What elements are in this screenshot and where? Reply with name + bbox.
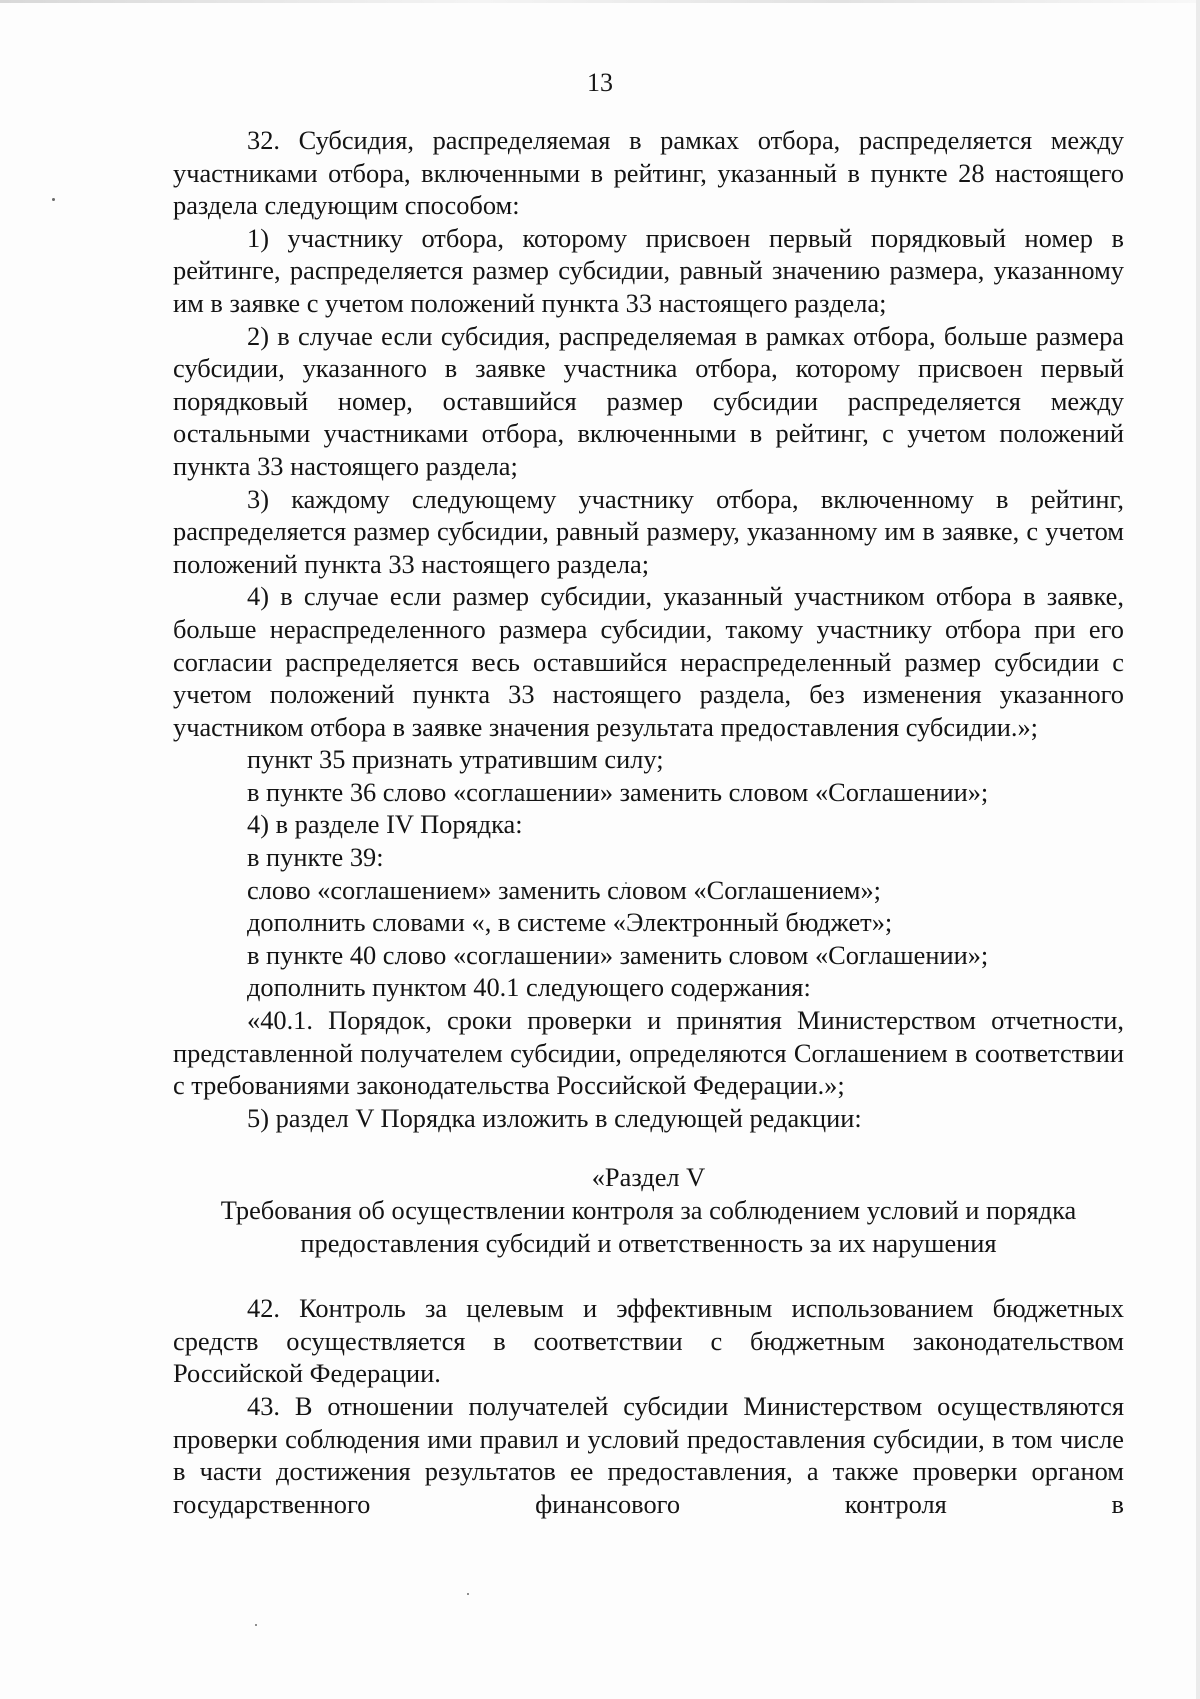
scan-speck [52,198,55,201]
scan-side-edge [1196,0,1200,1699]
subitem-4: 4) в случае если размер субсидии, указанный участником отбора в заявке, больше нераспределенного размера субсидии, такому участнику отбора при его согласии распределяется весь оставшийся нераспределенный размер субсидии с учетом положений пункта 33 настоящего раздела, без изменения указанного участником отбора в заявке значения результата предоставления субсидии.»; [173,581,1124,742]
section-title-line-2: предоставления субсидий и ответственность за их нарушения [300,1227,997,1258]
heading-spacer [173,1259,1124,1292]
subitem-2: 2) в случае если субсидия, распределяемая в рамках отбора, больше размера субсидии, указанного в заявке участника отбора, которому присвоен первый порядковый номер, оставшийся размер субсидии распределяется между остальными участниками отбора, включенными в рейтинг, с учетом положений пункта 33 настоящего раздела; [173,320,1124,481]
amendment-line: 5) раздел V Порядка изложить в следующей редакции: [247,1102,862,1133]
amendment-line: дополнить словами «, в системе «Электронный бюджет»; [247,907,893,938]
heading-spacer [173,1134,1124,1161]
amendment-line: слово «соглашением» заменить словом «Соглашением»; [247,874,882,905]
section-label: «Раздел V [591,1162,706,1193]
amendment-line: в пункте 40 слово «соглашении» заменить словом «Соглашении»; [247,939,989,970]
scan-speck [467,1593,469,1595]
amendment-line: пункт 35 признать утратившим силу; [247,744,664,775]
amendment-line: дополнить пунктом 40.1 следующего содержания: [247,972,811,1003]
paragraph-40-1: «40.1. Порядок, сроки проверки и принятия Министерством отчетности, представленной получателем субсидии, определяются Соглашением в соответствии с требованиями законодательства Российской Федерации.»; [173,1005,1124,1101]
section-title-line-1: Требования об осуществлении контроля за соблюдением условий и порядка [220,1195,1077,1225]
paragraph-43: 43. В отношении получателей субсидии Министерством осуществляются проверки соблюдения ими правил и условий предоставления субсидии, в том числе в части достижения результатов ее предоставления, а также проверки органом государственного финансового контроля в [173,1390,1124,1519]
amendment-line: в пункте 36 слово «соглашении» заменить словом «Соглашении»; [247,776,989,807]
scan-top-edge [0,0,1200,3]
scan-speck [255,1624,257,1626]
paragraph-42: 42. Контроль за целевым и эффективным использованием бюджетных средств осуществляется в соответствии с бюджетным законодательством Российской Федерации. [173,1293,1124,1389]
subitem-1: 1) участнику отбора, которому присвоен первый порядковый номер в рейтинге, распределяется размер субсидии, равный значению размера, указанному им в заявке с учетом положений пункта 33 настоящего раздела; [173,222,1124,318]
page-number: 13 [587,68,613,97]
amendment-line: 4) в разделе IV Порядка: [247,809,523,840]
subitem-3: 3) каждому следующему участнику отбора, включенному в рейтинг, распределяется размер субсидии, равный размеру, указанному им в заявке, с учетом положений пункта 33 настоящего раздела; [173,483,1124,579]
paragraph-32: 32. Субсидия, распределяемая в рамках отбора, распределяется между участниками отбора, включенными в рейтинг, указанный в пункте 28 настоящего раздела следующим способом: [173,125,1124,221]
amendment-line: в пункте 39: [247,842,384,873]
document-body [173,124,1124,1520]
